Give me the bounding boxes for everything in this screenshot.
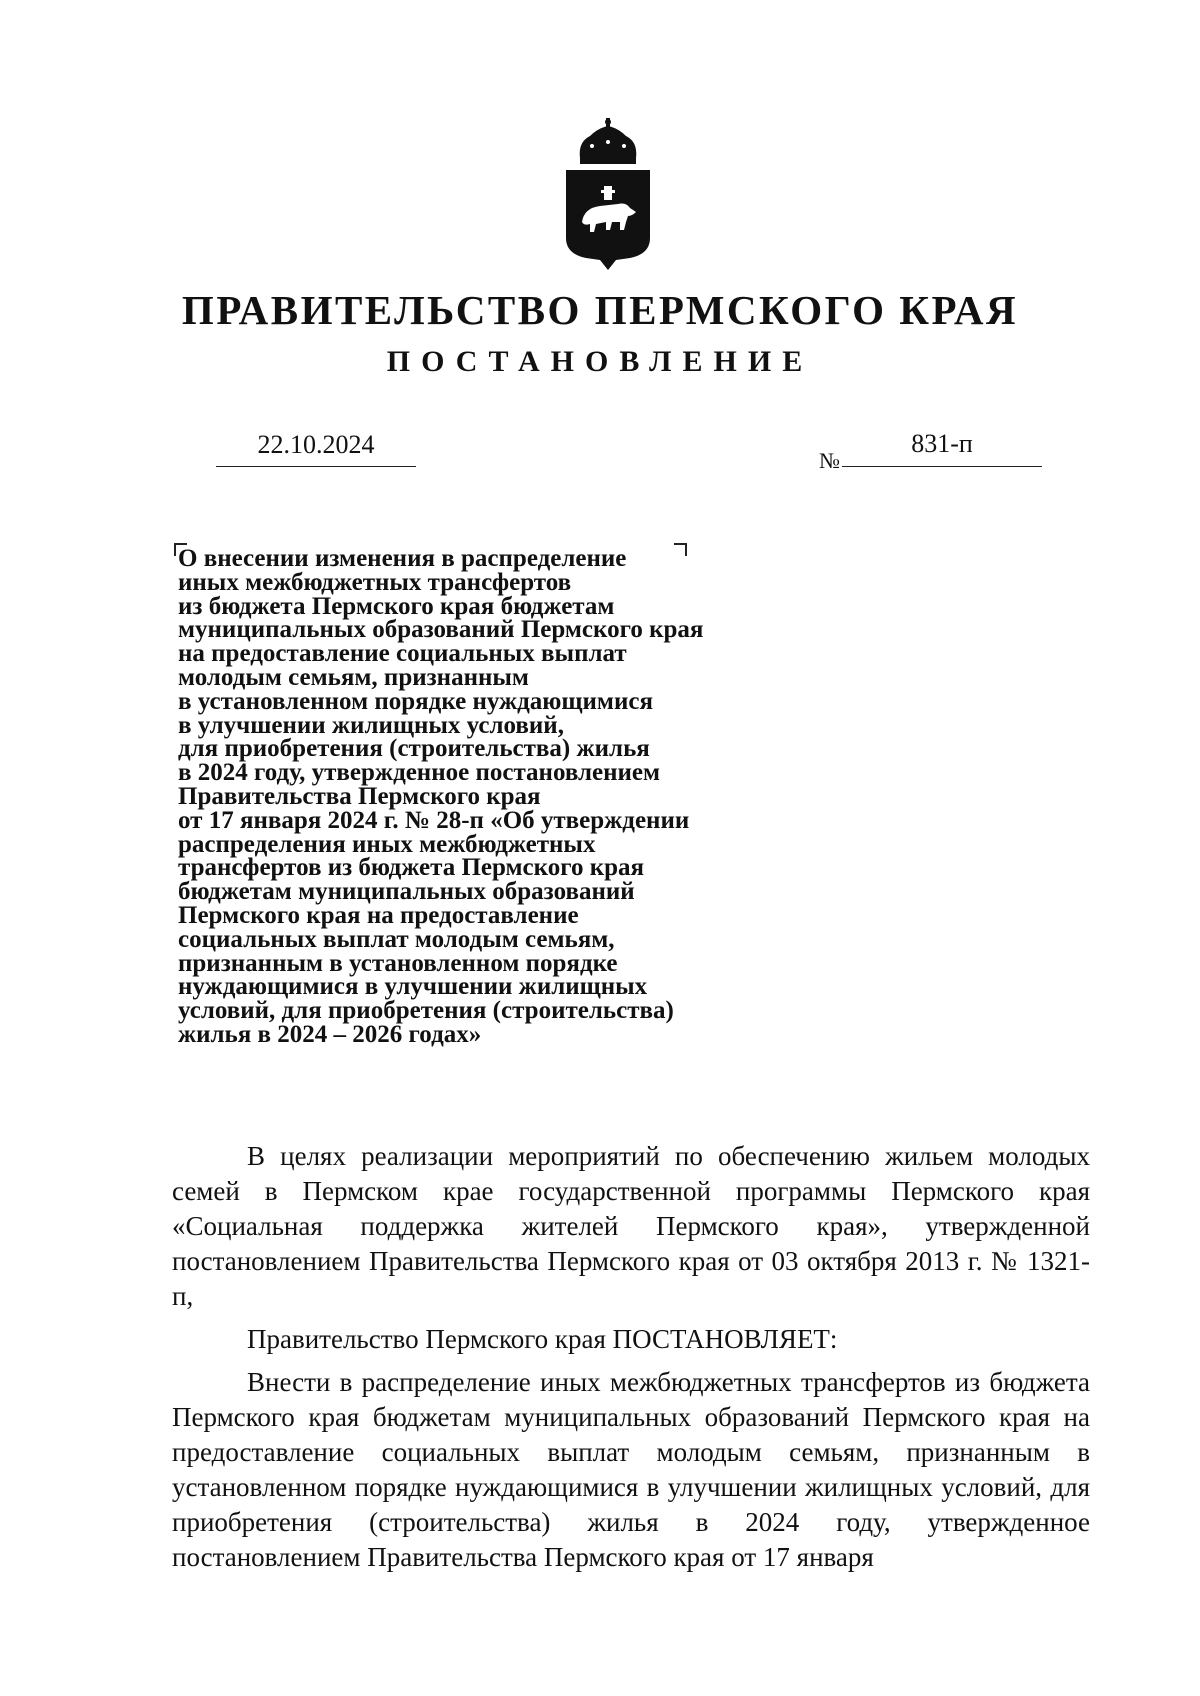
main-paragraph: Внести в распределение иных межбюджетных трансфертов из бюджета Пермского края бюджетам муниципальных образований Пермского края на предоставление социальных выплат молодым семьям, признанным в установленном порядке нуждающимися в улучшении жилищных условий, для приобретения (строительства) жилья в 2024 году, утвержденное постановлением Правительства Пермского края от 17 января — [172, 1367, 1090, 1572]
preamble-paragraph: В целях реализации мероприятий по обеспечению жильем молодых семей в Пермском крае государственной программы Пермского края «Социальная поддержка жителей Пермского края», утвержденной постановлением Правительства Пермского края от 03 октября 2013 г. № 1321-п, — [172, 1141, 1090, 1311]
government-title: ПРАВИТЕЛЬСТВО ПЕРМСКОГО КРАЯ — [181, 287, 1019, 333]
document-number: 831-п — [911, 429, 973, 458]
resolution-statement: Правительство Пермского края ПОСТАНОВЛЯЕТ: — [247, 1324, 838, 1354]
document-date: 22.10.2024 — [257, 430, 375, 459]
number-underline — [842, 466, 1042, 467]
number-sign: № — [819, 448, 840, 473]
document-subject: О внесении изменения в распределение иных межбюджетных трансфертов из бюджета Пермского края бюджетам муниципальных образований Пермского края на предоставление социальных выплат молодым семьям, признанным в установленном порядке нуждающимися в улучшении жилищных условий, для приобретения (строительства) жилья в 2024 году, утвержденное постановлением Правительства Пермского края от 17 января 2024 г. № 28-п «Об утверждении распределения иных межбюджетных трансфертов из бюджета Пермского края бюджетам муниципальных образований Пермского края на предоставление социальных выплат молодым семьям, признанным в установленном порядке нуждающимися в улучшении жилищных условий, для приобретения (строительства) жилья в 2024 – 2026 годах» — [178, 545, 704, 1048]
coat-of-arms-icon — [560, 118, 656, 270]
date-underline — [216, 466, 416, 467]
document-body — [172, 1139, 1090, 1575]
document-type: ПОСТАНОВЛЕНИЕ — [386, 345, 814, 378]
